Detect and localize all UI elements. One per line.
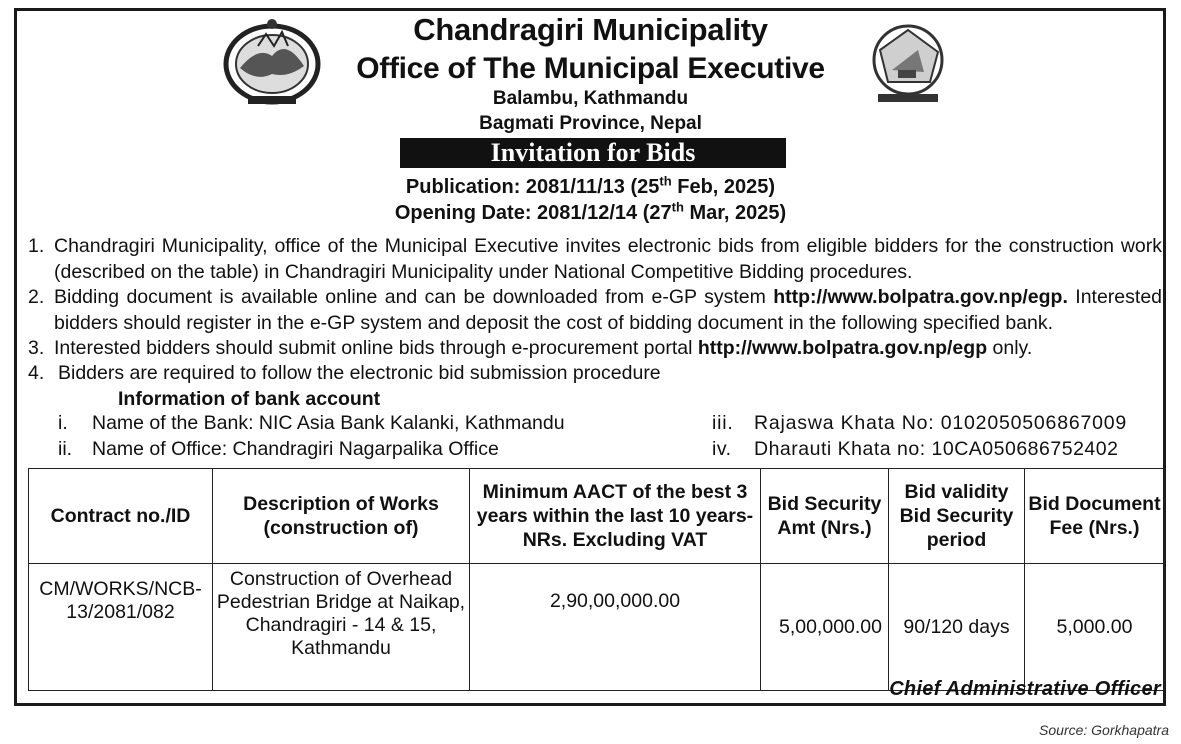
cell-bid-security: 5,00,000.00 [761,564,889,691]
signature-title: Chief Administrative Officer [889,678,1161,700]
bank-item-2: ii. Name of Office: Chandragiri Nagarpalika Office [58,438,499,460]
address-line-2: Bagmati Province, Nepal [479,113,702,134]
col-description: Description of Works (construction of) [213,469,470,564]
col-min-aact: Minimum AACT of the best 3 years within the last 10 years-NRs. Excluding VAT [470,469,761,564]
cell-min-aact: 2,90,00,000.00 [470,564,761,691]
bank-info-heading: Information of bank account [118,388,381,410]
egp-link[interactable]: http://www.bolpatra.gov.np/egp. [773,286,1068,308]
cell-contract-id: CM/WORKS/NCB-13/2081/082 [29,564,213,691]
table-header-row [29,469,1165,564]
source-credit: Source: Gorkhapatra [1039,722,1169,738]
bids-table [28,468,1165,691]
org-name: Chandragiri Municipality [413,12,768,47]
col-contract-id: Contract no./ID [29,469,213,564]
publication-date: Publication: 2081/11/13 (25th Feb, 2025) [405,173,776,198]
col-bid-security: Bid Security Amt (Nrs.) [761,469,889,564]
bank-item-4: iv. Dharauti Khata no: 10CA050686752402 [712,438,1119,460]
cell-bid-validity: 90/120 days [889,564,1025,691]
notice-title: Invitation for Bids [400,138,786,168]
col-doc-fee: Bid Document Fee (Nrs.) [1025,469,1165,564]
cell-doc-fee: 5,000.00 [1025,564,1165,691]
opening-date: Opening Date: 2081/12/14 (27th Mar, 2025) [394,199,787,224]
cell-description: Construction of Overhead Pedestrian Bridge at Naikap, Chandragiri - 14 & 15, Kathmandu [213,564,470,691]
bank-item-3: iii. Rajaswa Khata No: 0102050506867009 [712,412,1128,434]
table-row [29,564,1165,691]
office-name: Office of The Municipal Executive [356,52,825,85]
col-bid-validity: Bid validity Bid Security period [889,469,1025,564]
address-line-1: Balambu, Kathmandu [492,88,689,109]
egp-portal-link[interactable]: http://www.bolpatra.gov.np/egp [697,337,988,359]
bank-item-1: i. Name of the Bank: NIC Asia Bank Kalanki, Kathmandu [58,412,565,434]
